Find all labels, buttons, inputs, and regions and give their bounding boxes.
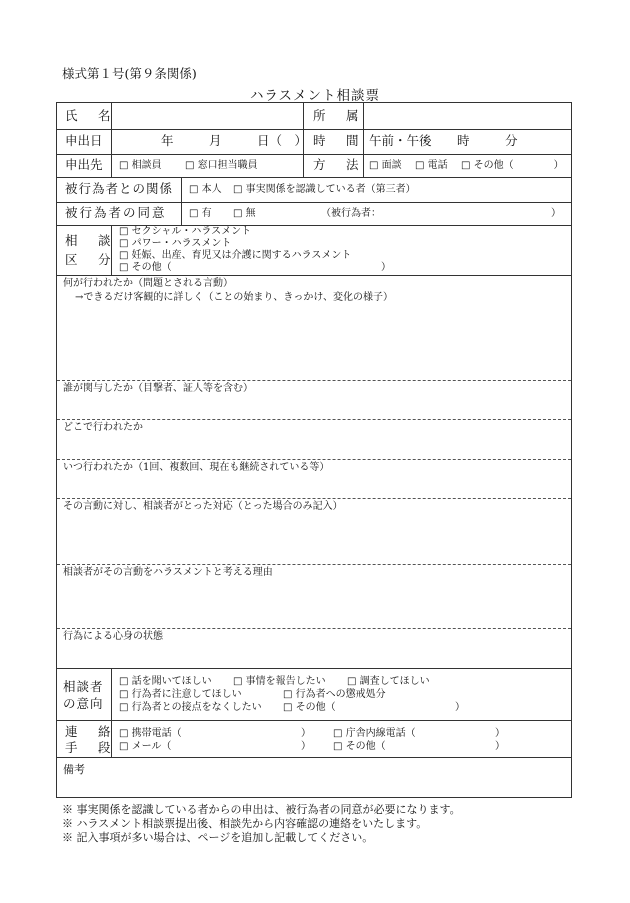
- footnote-2: ※ ハラスメント相談票提出後、相談先から内容確認の連絡をいたします。: [62, 817, 428, 830]
- intent-report-checkbox[interactable]: □ 事情を報告したい: [233, 676, 326, 687]
- method-phone-checkbox[interactable]: □ 電話: [415, 160, 448, 171]
- contact-other-close-paren: ）: [495, 741, 505, 752]
- contact-extension-checkbox[interactable]: □ 庁舎内線電話（: [333, 728, 416, 739]
- consent-person-note: （被行為者：: [321, 208, 381, 219]
- form-title: ハラスメント相談票: [249, 88, 381, 104]
- category-other-checkbox[interactable]: □ その他（: [119, 262, 172, 273]
- intent-label-2: の意向: [63, 696, 104, 711]
- section-where: どこで行われたか: [63, 422, 143, 433]
- form-table: [56, 102, 572, 798]
- contact-email-checkbox[interactable]: □ メール（: [119, 741, 172, 752]
- time-label: 時 間: [313, 133, 363, 148]
- consent-no-checkbox[interactable]: □ 無: [233, 208, 256, 219]
- remarks-label: 備考: [63, 763, 85, 776]
- name-label: 氏 名: [65, 108, 115, 123]
- section-condition: 行為による心身の状態: [63, 631, 163, 642]
- relation-third-party-checkbox[interactable]: □ 事実関係を認識している者（第三者）: [233, 184, 416, 195]
- section-what-happened-note: →できるだけ客観的に詳しく（ことの始まり、きっかけ、変化の様子）: [75, 292, 393, 303]
- contact-mobile-close-paren: ）: [301, 728, 311, 739]
- section-reason: 相談者がその言動をハラスメントと考える理由: [63, 567, 273, 578]
- recipient-window-staff-checkbox[interactable]: □ 窓口担当職員: [185, 160, 258, 171]
- hour-label: 時: [457, 133, 470, 148]
- category-maternity-harassment-checkbox[interactable]: □ 妊娠、出産、育児又は介護に関するハラスメント: [119, 250, 352, 261]
- contact-other-checkbox[interactable]: □ その他（: [333, 741, 386, 752]
- intent-discipline-checkbox[interactable]: □ 行為者への懲戒処分: [283, 689, 386, 700]
- intent-listen-checkbox[interactable]: □ 話を聞いてほしい: [119, 676, 212, 687]
- category-label-2: 区 分: [65, 252, 115, 267]
- intent-warn-checkbox[interactable]: □ 行為者に注意してほしい: [119, 689, 242, 700]
- contact-email-close-paren: ）: [301, 741, 311, 752]
- relation-self-checkbox[interactable]: □ 本人: [189, 184, 222, 195]
- contact-label-1: 連 絡: [65, 724, 115, 739]
- consent-close-paren: ）: [551, 208, 561, 219]
- section-when: いつ行われたか（1回、複数回、現在も継続されている等）: [63, 462, 330, 473]
- category-power-harassment-checkbox[interactable]: □ パワー・ハラスメント: [119, 238, 232, 249]
- contact-extension-close-paren: ）: [495, 728, 505, 739]
- intent-investigate-checkbox[interactable]: □ 調査してほしい: [347, 676, 430, 687]
- intent-other-close-paren: ）: [455, 702, 465, 713]
- section-what-happened: 何が行われたか（問題とされる言動）: [63, 278, 233, 289]
- method-other-checkbox[interactable]: □ その他（ ）: [461, 160, 564, 171]
- ampm-label: 午前・午後: [369, 133, 432, 148]
- date-label: 申出日: [65, 133, 103, 148]
- contact-label-2: 手 段: [65, 740, 115, 755]
- section-who-involved: 誰が関与したか（目撃者、証人等を含む）: [63, 383, 253, 394]
- category-other-close-paren: ）: [381, 262, 391, 273]
- dept-label: 所 属: [313, 108, 363, 123]
- method-label: 方 法: [313, 157, 363, 172]
- month-label: 月: [209, 133, 222, 148]
- intent-other-checkbox[interactable]: □ その他（: [283, 702, 336, 713]
- intent-separate-checkbox[interactable]: □ 行為者との接点をなくしたい: [119, 702, 262, 713]
- category-sexual-harassment-checkbox[interactable]: □ セクシャル・ハラスメント: [119, 226, 252, 237]
- minute-label: 分: [505, 133, 518, 148]
- category-label-1: 相 談: [65, 233, 115, 248]
- consent-yes-checkbox[interactable]: □ 有: [189, 208, 212, 219]
- recipient-counselor-checkbox[interactable]: □ 相談員: [119, 160, 162, 171]
- consent-label: 被行為者の同意: [65, 205, 167, 220]
- section-response: その言動に対し、相談者がとった対応（とった場合のみ記入）: [63, 501, 343, 512]
- footnote-1: ※ 事実関係を認識している者からの申出は、被行為者の同意が必要になります。: [62, 803, 461, 816]
- intent-label-1: 相談者: [63, 679, 104, 694]
- footnote-3: ※ 記入事項が多い場合は、ページを追加し記載してください。: [62, 831, 374, 844]
- contact-mobile-checkbox[interactable]: □ 携帯電話（: [119, 728, 182, 739]
- day-label: 日（ ）: [257, 133, 308, 148]
- method-meeting-checkbox[interactable]: □ 面談: [369, 160, 402, 171]
- year-label: 年: [161, 133, 174, 148]
- relation-label: 被行為者との関係: [65, 181, 174, 196]
- recipient-label: 申出先: [65, 157, 103, 172]
- form-id: 様式第１号(第９条関係): [62, 66, 197, 81]
